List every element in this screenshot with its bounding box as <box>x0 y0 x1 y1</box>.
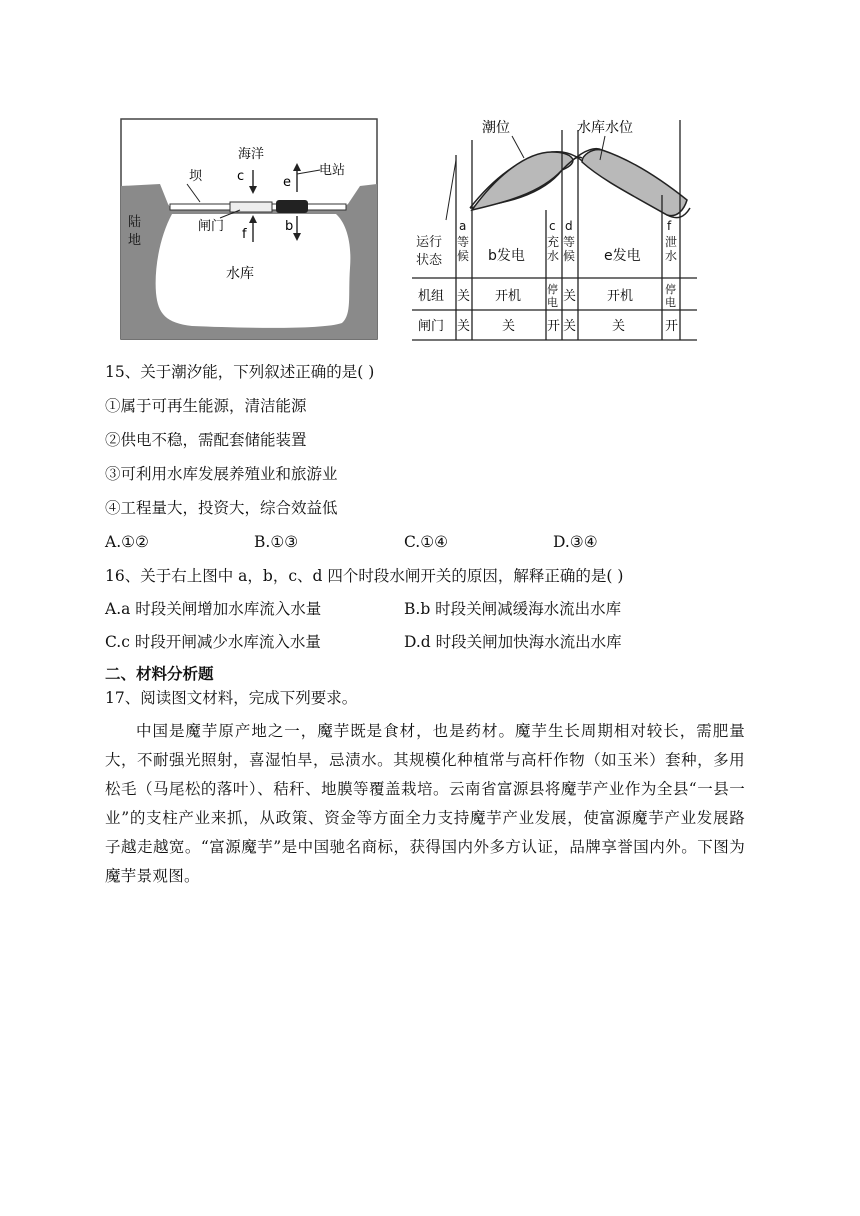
gate-b: 关 <box>502 319 516 334</box>
reservoir-label: 水库 <box>226 266 254 282</box>
q16-stem: 16、关于右上图中 a，b，c、d 四个时段水闸开关的原因，解释正确的是( ) <box>105 567 624 585</box>
arrow-f-label: f <box>242 227 247 242</box>
units-b: 开机 <box>495 289 522 304</box>
q15-option-a[interactable]: A.①② <box>105 533 149 551</box>
gate-d: 关 <box>563 319 577 334</box>
row-label-gate: 闸门 <box>418 319 445 334</box>
gate-f: 开 <box>665 319 679 334</box>
q15-item-3: ③可利用水库发展养殖业和旅游业 <box>105 465 338 483</box>
q17-stem: 17、阅读图文材料，完成下列要求。 <box>105 689 358 707</box>
arrow-b-label: b <box>285 219 294 234</box>
status-b: b发电 <box>488 248 525 264</box>
reservoir-level-label: 水库水位 <box>577 120 633 136</box>
ocean-label: 海洋 <box>238 147 265 162</box>
q16-option-a[interactable]: A.a 时段关闸增加水库流入水量 <box>105 600 322 618</box>
q15-item-1: ①属于可再生能源，清洁能源 <box>105 397 307 415</box>
status-a: a 等候 <box>457 219 470 263</box>
status-c: c 充水 <box>547 219 560 263</box>
q15-stem: 15、关于潮汐能，下列叙述正确的是( ) <box>105 363 375 381</box>
arrow-e-label: e <box>283 175 291 190</box>
q16-option-d[interactable]: D.d 时段关闸加快海水流出水库 <box>404 633 622 651</box>
dam-label: 坝 <box>189 169 203 184</box>
q16-option-c[interactable]: C.c 时段开闸减少水库流入水量 <box>105 633 321 651</box>
tidal-dam-diagram <box>120 118 378 340</box>
tide-operation-diagram <box>412 100 702 345</box>
q16-option-b[interactable]: B.b 时段关闸减缓海水流出水库 <box>404 600 622 618</box>
row-label-units: 机组 <box>418 289 445 304</box>
q15-option-b[interactable]: B.①③ <box>254 533 299 551</box>
status-e: e发电 <box>604 248 641 264</box>
status-d: d 等候 <box>563 219 576 263</box>
units-c: 停电 <box>547 283 558 309</box>
units-a: 关 <box>457 289 471 304</box>
q17-material-paragraph: 中国是魔芋原产地之一，魔芋既是食材，也是药材。魔芋生长周期相对较长，需肥量大，不耐强光照射，喜湿怕旱，忌渍水。其规模化种植常与高杆作物（如玉米）套种，多用松毛（马尾松的落叶）、秸秆、地膜等覆盖栽培。云南省富源县将魔芋产业作为全县“一县一业”的支柱产业来抓，从政策、资金等方面全力支持魔芋产业发展，使富源魔芋产业发展路子越走越宽。“富源魔芋”是中国驰名商标，获得国内外多方认证，品牌享誉国内外。下图为魔芋景观图。 <box>105 722 745 885</box>
gate-e: 关 <box>612 319 626 334</box>
q15-item-2: ②供电不稳，需配套储能装置 <box>105 431 307 449</box>
land-char-2: 地 <box>128 233 142 248</box>
units-e: 开机 <box>607 289 634 304</box>
q15-option-c[interactable]: C.①④ <box>404 533 449 551</box>
status-f: f 泄水 <box>665 219 678 263</box>
section-heading: 二、材料分析题 <box>105 664 214 683</box>
q15-item-4: ④工程量大，投资大，综合效益低 <box>105 499 338 517</box>
gate-c: 开 <box>547 319 561 334</box>
units-f: 停电 <box>665 283 676 309</box>
station-label: 电站 <box>319 163 346 178</box>
units-d: 关 <box>563 289 577 304</box>
gate-label: 闸门 <box>198 219 225 234</box>
tide-label: 潮位 <box>482 120 510 136</box>
land-char-1: 陆 <box>128 215 142 230</box>
gate-a: 关 <box>457 319 471 334</box>
row-label-status: 运行状态 <box>416 235 443 268</box>
q15-option-d[interactable]: D.③④ <box>553 533 598 551</box>
arrow-c-label: c <box>237 169 245 184</box>
